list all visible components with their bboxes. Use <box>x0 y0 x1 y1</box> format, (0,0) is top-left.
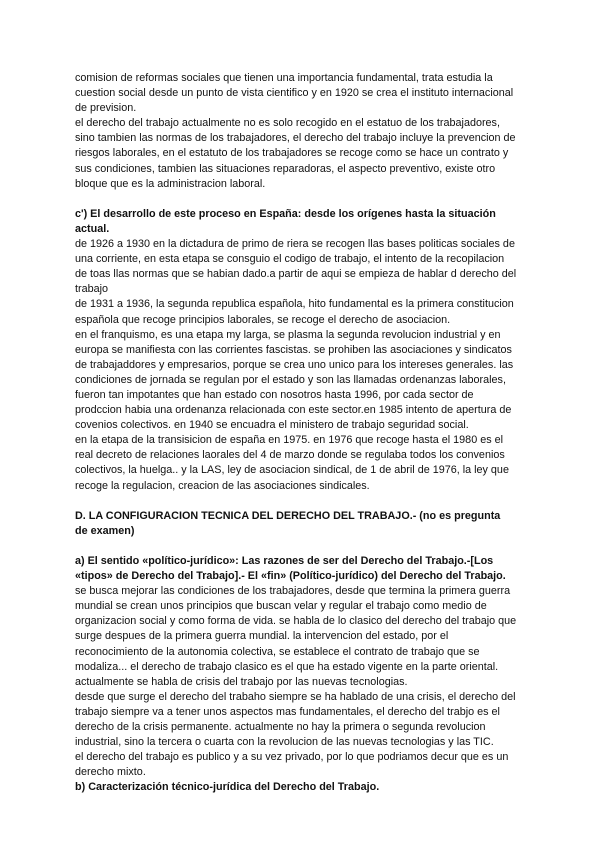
paragraph <box>75 690 527 750</box>
blank-line <box>75 192 527 207</box>
text-line: organizacion social y como forma de vida. se habla de lo clasico del derecho del trabajo que <box>75 615 517 628</box>
text-line: el derecho del trabajo actualmente no es solo recogido en el estatuo de los trabajadores, <box>75 117 500 130</box>
heading-line: a) El sentido «político-jurídico»: Las razones de ser del Derecho del Trabajo.-[Los <box>75 555 494 567</box>
text-line: sino tambien las normas de los trabajadores, el derecho del trabajo incluye la prevencion de <box>75 132 516 145</box>
section-heading <box>75 509 527 539</box>
text-line: fueron tan impotantes que han estado con nosotros hasta 1996, por cada sector de <box>75 388 474 401</box>
paragraph <box>75 237 527 297</box>
text-line: surge despues de la primera guerra mundial. la intervencion del estado, por el <box>75 630 449 643</box>
text-line: derecho mixto. <box>75 766 146 779</box>
paragraph <box>75 116 527 191</box>
heading-line: D. LA CONFIGURACION TECNICA DEL DERECHO DEL TRABAJO.- (no es pregunta <box>75 509 501 522</box>
paragraph <box>75 750 527 780</box>
section-heading <box>75 780 527 795</box>
text-line: trabajo <box>75 283 109 296</box>
text-line: sus condiciones, tambien las situaciones reparadoras, el aspecto preventivo, existe otro <box>75 162 496 175</box>
text-line: derecho de la crisis permanente. actualmente no hay la primera o segunda revolucion <box>75 721 486 734</box>
text-line: de trabajaddores y empresarios, porque se crea uno unico para los intereses generales. las <box>75 358 514 371</box>
heading-line: «tipos» de Derecho del Trabajo].- El «fin» (Político-jurídico) del Derecho del Trabajo. <box>75 570 506 583</box>
heading-line: de examen) <box>75 524 135 537</box>
paragraph <box>75 328 527 434</box>
text-line: real decreto de relaciones laorales del 4 de marzo donde se regulaba todos los convenios <box>75 449 505 462</box>
text-line: comision de reformas sociales que tienen una importancia fundamental, trata estudia la <box>75 72 493 84</box>
text-line: mundial se crean unos principios que buscan velar y regular el trabajo como medio de <box>75 600 487 613</box>
paragraph <box>75 584 527 690</box>
text-line: de prevision. <box>75 102 137 115</box>
text-line: de 1926 a 1930 en la dictadura de primo de riera se recogen llas bases politicas sociales de <box>75 238 515 251</box>
text-line: colectivos, la huelga.. y la LAS, ley de asociacion sindical, de 1 de abril de 1976, la ley que <box>75 464 509 477</box>
text-line: prodccion habia una ordenanza relacionada con este sector.en 1985 intento de apertura de <box>75 404 512 417</box>
text-line: una corriente, en esta etapa se consguio el codigo de trabajo, el intento de la recopilacion <box>75 253 505 266</box>
text-line: española que recoge principios laborales, se recoge el derecho de asociacion. <box>75 313 451 326</box>
document-page <box>75 71 527 796</box>
text-line: europa se manifiesta con las corrientes fascistas. se prohiben las asociaciones y sindicatos <box>75 343 512 356</box>
text-line: reconocimiento de la autonomia colectiva, se establece el contrato de trabajo que se <box>75 645 480 658</box>
blank-line <box>75 494 527 509</box>
text-line: modaliza... el derecho de trabajo clasico es el que ha estado vigente en la parte oriental. <box>75 660 499 673</box>
heading-line: b) Caracterización técnico-jurídica del Derecho del Trabajo. <box>75 781 380 794</box>
blank-line <box>75 539 527 554</box>
text-line: en el franquismo, es una etapa my larga, se plasma la segunda revolucion industrial y en <box>75 328 501 341</box>
text-line: se busca mejorar las condiciones de los trabajadores, desde que termina la primera guerra <box>75 585 511 598</box>
section-heading <box>75 554 527 584</box>
text-line: riesgos laborales, en el estatuto de los trabajadores se recoge como se hace un contrato y <box>75 147 509 160</box>
text-line: bloque que es la administracion laboral. <box>75 177 266 190</box>
text-line: cuestion social desde un punto de vista cientifico y en 1920 se crea el instituto internacional <box>75 87 514 100</box>
text-line: industrial, sino la tercera o cuarta con la revolucion de las nuevas tecnologias y las TIC. <box>75 736 494 749</box>
text-line: recoge la regulacion, creacion de las asociaciones sindicales. <box>75 479 370 492</box>
text-line: condiciones de jornada se regulan por el estado y son las llamadas ordenanzas laborales, <box>75 373 506 386</box>
paragraph <box>75 297 527 327</box>
text-line: trabajo siempre va a tener unos aspectos mas fundamentales, el derecho del trabjo es el <box>75 705 500 718</box>
text-line: el derecho del trabajo es publico y a su vez privado, por lo que podriamos decur que es un <box>75 751 509 764</box>
text-line: actualmente se habla de crisis del trabajo por las nuevas tecnologias. <box>75 675 408 688</box>
text-line: en la etapa de la transisicion de españa en 1975. en 1976 que recoge hasta el 1980 es el <box>75 434 504 447</box>
paragraph <box>75 71 527 116</box>
text-line: de toas llas normas que se habian dado.a partir de aqui se empieza de hablar d derecho del <box>75 268 517 281</box>
heading-line: actual. <box>75 222 110 235</box>
paragraph <box>75 433 527 493</box>
text-line: desde que surge el derecho del trabaho siempre se ha hablado de una crisis, el derecho del <box>75 690 516 703</box>
text-line: covenios colectivos. en 1940 se encuadra el ministero de trabajo seguridad social. <box>75 419 469 432</box>
heading-line: c') El desarrollo de este proceso en España: desde los orígenes hasta la situación <box>75 207 496 220</box>
text-line: de 1931 a 1936, la segunda republica española, hito fundamental es la primera constitucion <box>75 298 514 311</box>
section-heading <box>75 207 527 237</box>
